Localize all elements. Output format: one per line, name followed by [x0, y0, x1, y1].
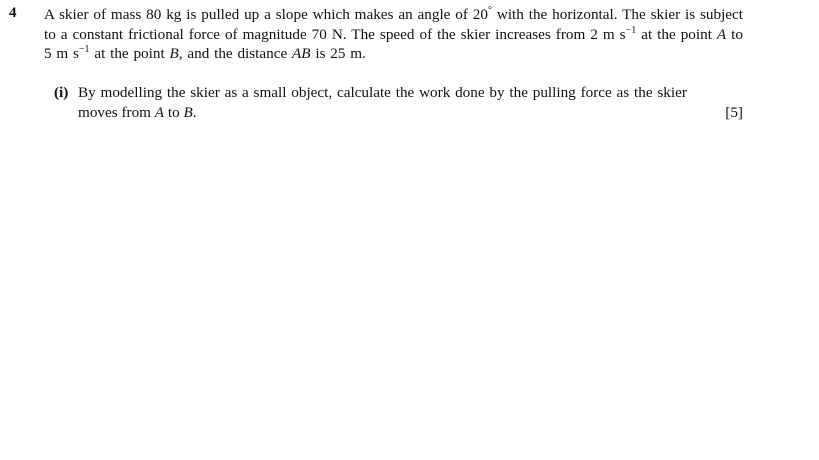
part-text: to	[164, 103, 184, 121]
part-text: .	[192, 103, 197, 121]
marks-allocation: [5]	[725, 103, 743, 121]
point-a: A	[154, 103, 165, 121]
point-b: B	[169, 45, 179, 62]
stem-text: at the point	[636, 25, 717, 43]
part-i	[54, 83, 743, 122]
question-number: 4	[9, 5, 17, 21]
degree-sign: °	[488, 5, 492, 16]
stem-text: , and the distance	[178, 45, 293, 62]
stem-text: is 25 m.	[310, 45, 366, 62]
part-text: moves from	[78, 103, 155, 121]
part-text-end	[78, 103, 197, 123]
point-a: A	[716, 25, 727, 43]
stem-text: with the horizontal. The skier is subject to a constant frictional force of magnitude 70 N. The speed of the skier increases from 2 m s	[44, 6, 744, 43]
stem-text: to 5 m s	[44, 25, 743, 62]
part-text-line-1: By modelling the skier as a small object, calculate the work done by the pulling force as the skier	[78, 84, 687, 101]
distance-ab: AB	[292, 45, 311, 62]
unit-exponent: −1	[625, 24, 637, 36]
part-label: (i)	[54, 84, 69, 101]
point-b: B	[183, 103, 193, 121]
unit-exponent: −1	[78, 44, 90, 55]
question-stem	[44, 5, 743, 64]
stem-text: at the point	[89, 45, 170, 62]
part-text-line-2	[78, 103, 743, 123]
stem-text: A skier of mass 80 kg is pulled up a slope which makes an angle of 20	[44, 6, 488, 23]
